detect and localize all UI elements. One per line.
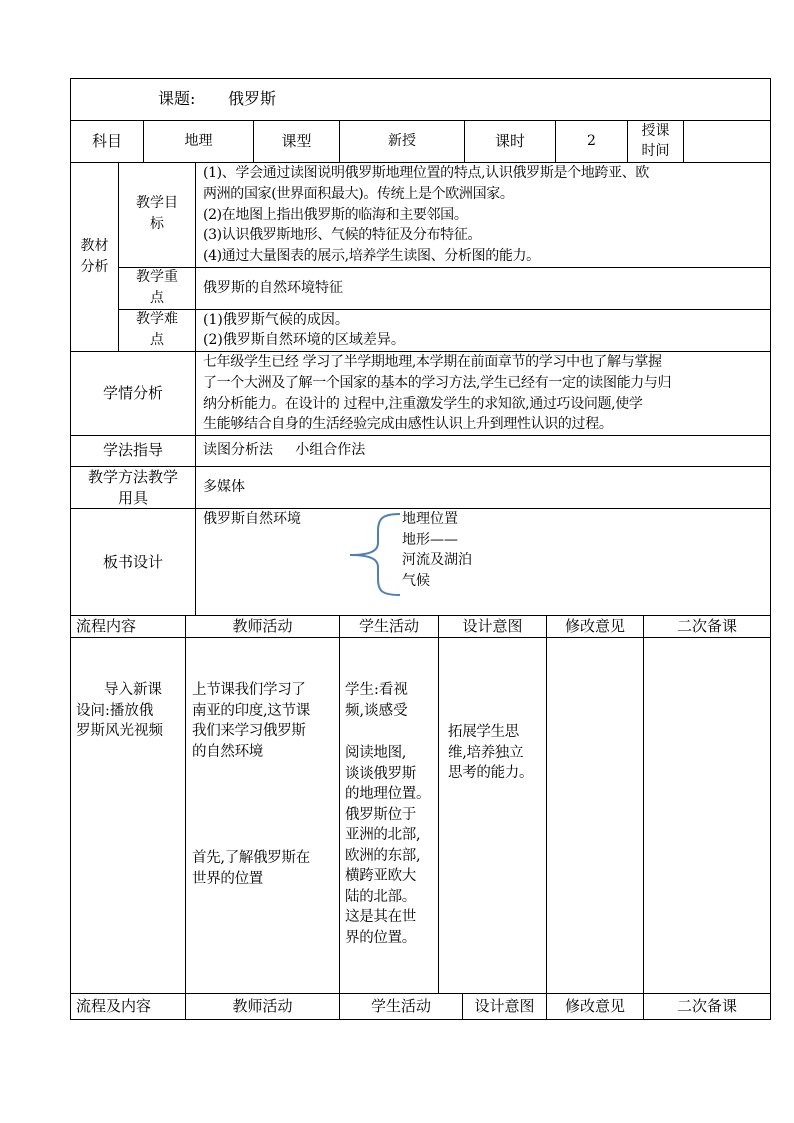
curly-brace-icon bbox=[348, 511, 406, 597]
flow-footer-second: 二次备课 bbox=[676, 997, 737, 1015]
time-label: 授课 时间 bbox=[641, 123, 670, 159]
flow-footer-content: 流程及内容 bbox=[76, 997, 152, 1015]
goal-item: (3)认识俄罗斯地形、气候的特征及分布特征。 bbox=[203, 227, 482, 244]
design-intent: 拓展学生思 维,培养独立 思考的能力。 bbox=[448, 724, 534, 781]
study-method-value: 读图分析法 小组合作法 bbox=[203, 442, 366, 458]
flow-footer-teacher: 教师活动 bbox=[232, 997, 293, 1015]
learner-text: 七年级学生已经 学习了半学期地理,本学期在前面章节的学习中也了解与掌握 了一个大洲及了解一个国家的基本的学习方法,学生已经有一定的读图能力与归 纳分析能力。在设计的 过程中,注重激发学生的求知欲,通过巧设问题,使学 生能够结合自身的生活经验完成由感性认识上升到理性认识的过程。 bbox=[203, 354, 672, 433]
difficulty-item: (2)俄罗斯自然环境的区域差异。 bbox=[203, 332, 405, 348]
board-branch: 气候 bbox=[402, 572, 430, 589]
goal-item: (2)在地图上指出俄罗斯的临海和主要邻国。 bbox=[203, 206, 468, 223]
teacher-activity-intro: 上节课我们学习了 南亚的印度,这节课 我们来学习俄罗斯 的自然环境 bbox=[192, 682, 310, 760]
flow-header-content: 流程内容 bbox=[76, 617, 137, 635]
goals-label: 教学目 标 bbox=[136, 195, 178, 232]
flow-header-second: 二次备课 bbox=[676, 617, 737, 635]
board-branches bbox=[402, 509, 472, 591]
subject-value: 地理 bbox=[184, 133, 213, 149]
teach-method-label: 教学方法教学 用具 bbox=[87, 468, 178, 507]
analysis-section-label: 教材 分析 bbox=[80, 238, 109, 275]
flow-header-teacher: 教师活动 bbox=[232, 617, 293, 635]
type-label: 课型 bbox=[281, 132, 312, 150]
board-branch: 河流及湖泊 bbox=[402, 552, 472, 568]
type-value: 新授 bbox=[388, 133, 416, 149]
subject-label: 科目 bbox=[91, 132, 122, 150]
flow-footer-intent: 设计意图 bbox=[474, 997, 535, 1015]
learner-label: 学情分析 bbox=[102, 384, 163, 402]
goal-item: (1)、学会通过读图说明俄罗斯地理位置的特点,认识俄罗斯是个地跨亚、欧 bbox=[203, 165, 650, 181]
key-point-value: 俄罗斯的自然环境特征 bbox=[203, 280, 343, 296]
board-root: 俄罗斯自然环境 bbox=[203, 511, 301, 527]
teacher-activity-position: 首先,了解俄罗斯在 世界的位置 bbox=[192, 850, 310, 887]
difficulty-list bbox=[203, 310, 405, 350]
flow-header-intent: 设计意图 bbox=[462, 617, 523, 635]
board-branch: 地理位置 bbox=[402, 511, 458, 527]
student-activity-map: 阅读地图, 谈谈俄罗斯 的地理位置。 俄罗斯位于 亚洲的北部, 欧洲的东部, 横跨亚欧大 陆的北部。 这是其在世 界的位置。 bbox=[345, 745, 431, 946]
lesson-title-label: 课题: bbox=[158, 89, 196, 108]
difficulty-item: (1)俄罗斯气候的成因。 bbox=[203, 312, 349, 328]
student-activity-video: 学生:看视 频,谈感受 bbox=[345, 682, 408, 719]
goals-list bbox=[203, 163, 649, 267]
board-label: 板书设计 bbox=[102, 553, 163, 571]
study-method-label: 学法指导 bbox=[102, 441, 163, 459]
flow-header-revise: 修改意见 bbox=[564, 617, 625, 635]
lesson-title-value: 俄罗斯 bbox=[228, 89, 277, 108]
flow-header-student: 学生活动 bbox=[358, 617, 419, 635]
board-branch: 地形—— bbox=[402, 531, 458, 548]
teach-method-value: 多媒体 bbox=[203, 479, 245, 495]
hours-value: 2 bbox=[587, 133, 596, 149]
hours-label: 课时 bbox=[494, 132, 525, 150]
goal-item: (4)通过大量图表的展示,培养学生读图、分析图的能力。 bbox=[203, 248, 540, 265]
flow-footer-student: 学生活动 bbox=[370, 997, 431, 1015]
flow-footer-revise: 修改意见 bbox=[564, 997, 625, 1015]
difficulty-label: 教学难 点 bbox=[136, 311, 178, 348]
key-point-label: 教学重 点 bbox=[136, 269, 178, 306]
goal-item: 两洲的国家(世界面积最大)。传统上是个欧洲国家。 bbox=[203, 185, 514, 202]
flow-content: 导入新课 设问:播放俄 罗斯风光视频 bbox=[76, 682, 163, 739]
